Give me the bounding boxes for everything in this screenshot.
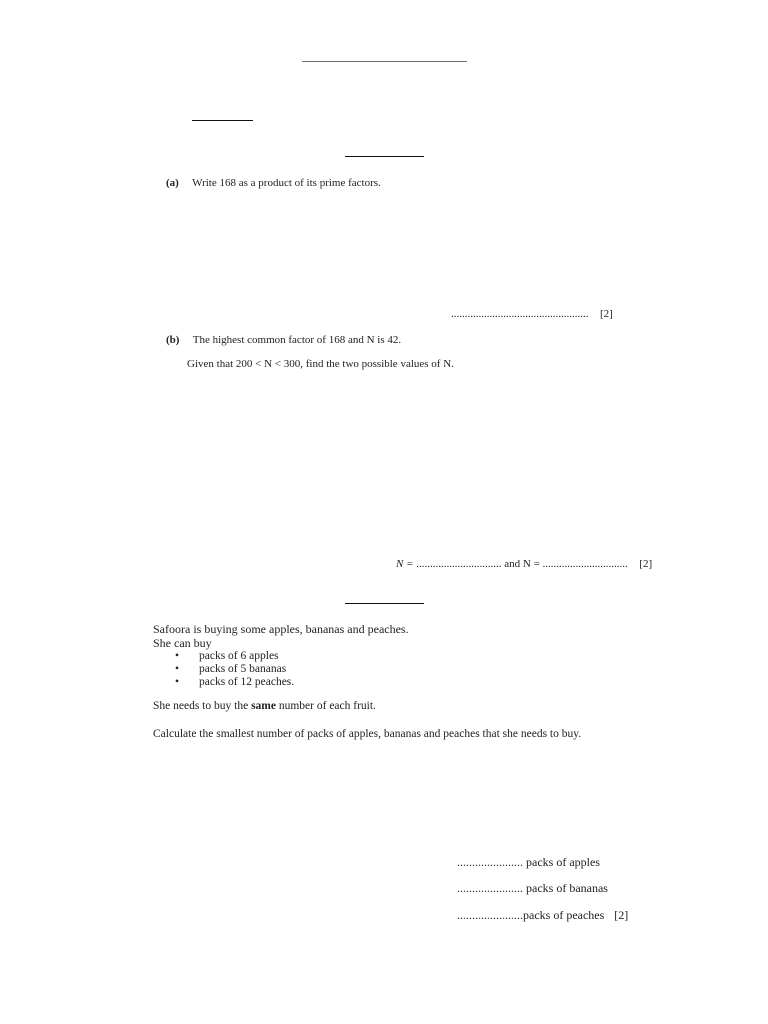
q1a-text: Write 168 as a product of its prime factors. bbox=[192, 177, 381, 189]
q1b-answer-prefix: N = bbox=[396, 558, 414, 570]
q2-answer-label-apples: packs of apples bbox=[526, 855, 600, 869]
q1a-answer bbox=[451, 308, 613, 320]
header-rule-red bbox=[302, 61, 467, 62]
question-1-heading-rule bbox=[345, 156, 424, 157]
q2-needs-bold: same bbox=[251, 700, 276, 712]
q1b-answer-and: and N = bbox=[504, 558, 540, 570]
list-item: • packs of 12 peaches. bbox=[175, 676, 294, 689]
q2-answer-label-peaches: packs of peaches bbox=[523, 908, 605, 922]
name-rule bbox=[192, 120, 253, 121]
q2-needs-pre: She needs to buy the bbox=[153, 700, 249, 712]
q1a-answer-line[interactable]: .................................................. bbox=[451, 308, 589, 320]
q2-pack-list bbox=[175, 650, 294, 689]
q1a-prompt bbox=[166, 176, 381, 190]
q2-needs-post: number of each fruit. bbox=[278, 700, 376, 712]
q2-marks: [2] bbox=[614, 908, 629, 922]
q2-intro: Safoora is buying some apples, bananas and peaches. bbox=[153, 622, 409, 636]
q2-can-buy: She can buy bbox=[153, 636, 212, 650]
q2-needs bbox=[153, 699, 376, 713]
q1b-given: Given that 200 < N < 300, find the two possible values of N. bbox=[187, 358, 454, 370]
q1b-marks: [2] bbox=[639, 558, 653, 570]
q1a-marks: [2] bbox=[600, 308, 613, 320]
q2-answer-apples bbox=[457, 855, 600, 870]
q1b-text: The highest common factor of 168 and N is 42. bbox=[192, 334, 402, 346]
q2-calculate: Calculate the smallest number of packs of apples, bananas and peaches that she needs to buy. bbox=[153, 728, 582, 740]
q1b-answer-line-2[interactable]: ............................... bbox=[542, 558, 628, 570]
q1b-label: (b) bbox=[166, 334, 180, 346]
q2-answer-line-apples[interactable]: ...................... bbox=[457, 855, 523, 869]
list-item: • packs of 6 apples bbox=[175, 650, 294, 663]
question-2-heading-rule bbox=[345, 603, 424, 604]
q2-answer-bananas bbox=[457, 881, 608, 896]
q2-answer-line-bananas[interactable]: ...................... bbox=[457, 881, 523, 895]
q2-answer-line-peaches[interactable]: ...................... bbox=[457, 908, 523, 922]
q1b-prompt bbox=[166, 333, 401, 347]
q1b-answer-line-1[interactable]: ............................... bbox=[416, 558, 502, 570]
q1a-label: (a) bbox=[166, 177, 179, 189]
q2-answer-label-bananas: packs of bananas bbox=[526, 881, 608, 895]
list-item: • packs of 5 bananas bbox=[175, 663, 294, 676]
q1b-answer bbox=[396, 558, 652, 570]
q2-answer-peaches bbox=[457, 908, 628, 923]
